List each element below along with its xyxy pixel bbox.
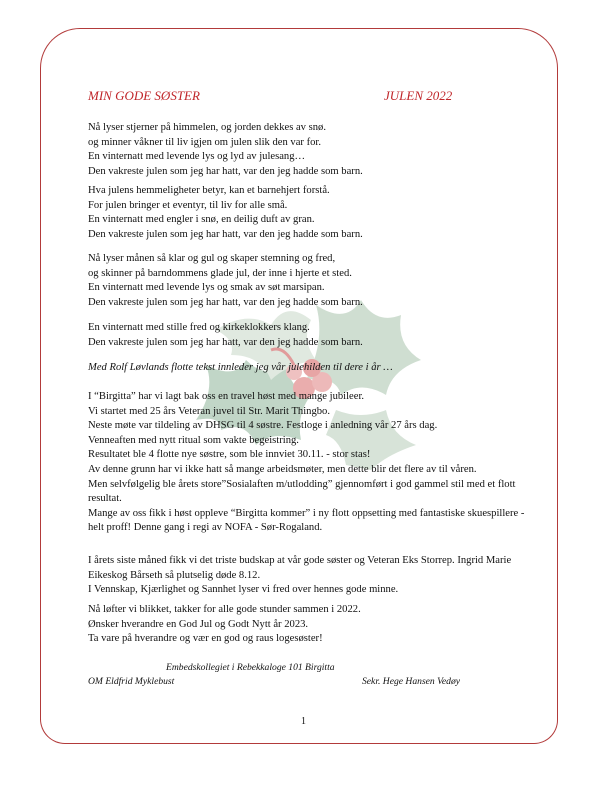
poem-stanza-1 <box>88 121 363 179</box>
poem-line: En vinternatt med levende lys og lyd av julesang… <box>88 151 306 163</box>
news-paragraph <box>88 390 528 536</box>
news-line: Men selvfølgelig ble årets store”Sosialaften m/utlodding” gjennomført i god gammel stil med et flott resultat. <box>88 478 516 505</box>
poem-line: En vinternatt med engler i snø, en deilig duft av gran. <box>88 214 315 226</box>
poem-line: Hva julens hemmeligheter betyr, kan et barnehjert forstå. <box>88 185 330 196</box>
letter-content <box>88 88 528 687</box>
poem-line: Den vakreste julen som jeg har hatt, var den jeg hadde som barn. <box>88 165 363 177</box>
letter-header <box>88 88 528 108</box>
memorial-paragraph <box>88 554 528 598</box>
frame-corner <box>521 719 558 744</box>
poem-line: Den vakreste julen som jeg har hatt, var den jeg hadde som barn. <box>88 296 363 308</box>
poem-line: Den vakreste julen som jeg har hatt, var den jeg hadde som barn. <box>88 336 363 348</box>
poem-line: Nå lyser månen så klar og gul og skaper stemning og fred, <box>88 253 336 264</box>
memorial-line: I årets siste måned fikk vi det triste budskap at vår gode søster og Veteran Eks Storrep. Ingrid Marie Eikeskog Bårseth så plutselig døde 8.12. <box>88 555 512 581</box>
poem-stanza-3 <box>88 252 363 310</box>
poem-stanza-2 <box>88 184 363 242</box>
poem-line: For julen bringer et eventyr, til liv for alle små. <box>88 199 288 211</box>
poem-line: og minner våkner til liv igjen om julen slik den var for. <box>88 136 322 148</box>
signature-om: OM Eldfrid Myklebust <box>88 676 175 687</box>
signature-organization: Embedskollegiet i Rebekkaloge 101 Birgitta <box>166 662 335 673</box>
poem-stanza-4 <box>88 321 363 350</box>
intro-text: Med Rolf Løvlands flotte tekst innleder jeg vår julehilden til dere i år … <box>88 362 393 373</box>
news-line: Resultatet ble 4 flotte nye søstre, som ble innviet 30.11. - stor stas! <box>88 449 371 461</box>
news-line: Vi startet med 25 års Veteran juvel til Str. Marit Thingbo. <box>88 405 330 417</box>
letter-title: MIN GODE SØSTER <box>88 88 200 103</box>
poem-line: En vinternatt med stille fred og kirkeklokkers klang. <box>88 322 310 333</box>
closing-line: Ønsker hverandre en God Jul og Godt Nytt år 2023. <box>88 618 309 630</box>
frame-line <box>40 68 41 720</box>
closing-line: Ta vare på hverandre og vær en god og raus logesøster! <box>88 633 323 645</box>
news-line: Av denne grunn har vi ikke hatt så mange arbeidsmøter, men dette blir det flere av til våren. <box>88 463 477 475</box>
memorial-line: I Vennskap, Kjærlighet og Sannhet lyser vi fred over hennes gode minne. <box>88 584 399 596</box>
signature-secretary: Sekr. Hege Hansen Vedøy <box>362 676 461 687</box>
frame-line <box>88 743 522 744</box>
poem-line: En vinternatt med levende lys og smak av søt marsipan. <box>88 282 325 294</box>
closing-line: Nå løfter vi blikket, takker for alle gode stunder sammen i 2022. <box>88 604 361 615</box>
news-line: Venneaften med nytt ritual som vakte begeistring. <box>88 434 299 446</box>
news-line: I “Birgitta” har vi lagt bak oss en travel høst med mange jubileer. <box>88 391 365 402</box>
page-number: 1 <box>301 716 306 727</box>
closing-paragraph <box>88 603 361 647</box>
frame-corner <box>509 28 558 69</box>
news-line: Mange av oss fikk i høst oppleve “Birgitta kommer” i ny flott oppsetting med fantastiske skuespillere - helt proff! Denne gang i regi av NOFA - Sør-Rogaland. <box>88 507 525 534</box>
letter-year-title: JULEN 2022 <box>384 88 453 103</box>
frame-line <box>88 28 510 29</box>
poem-line: og skinner på barndommens glade jul, der inne i hjerte et sted. <box>88 267 352 279</box>
frame-corner <box>40 28 89 69</box>
poem-line: Nå lyser stjerner på himmelen, og jorden dekkes av snø. <box>88 122 326 133</box>
poem-line: Den vakreste julen som jeg har hatt, var den jeg hadde som barn. <box>88 228 363 240</box>
frame-line <box>557 68 558 720</box>
frame-corner <box>40 719 89 744</box>
news-line: Neste møte var tildeling av DHSG til 4 søstre. Festloge i anledning vår 27 års dag. <box>88 420 438 432</box>
